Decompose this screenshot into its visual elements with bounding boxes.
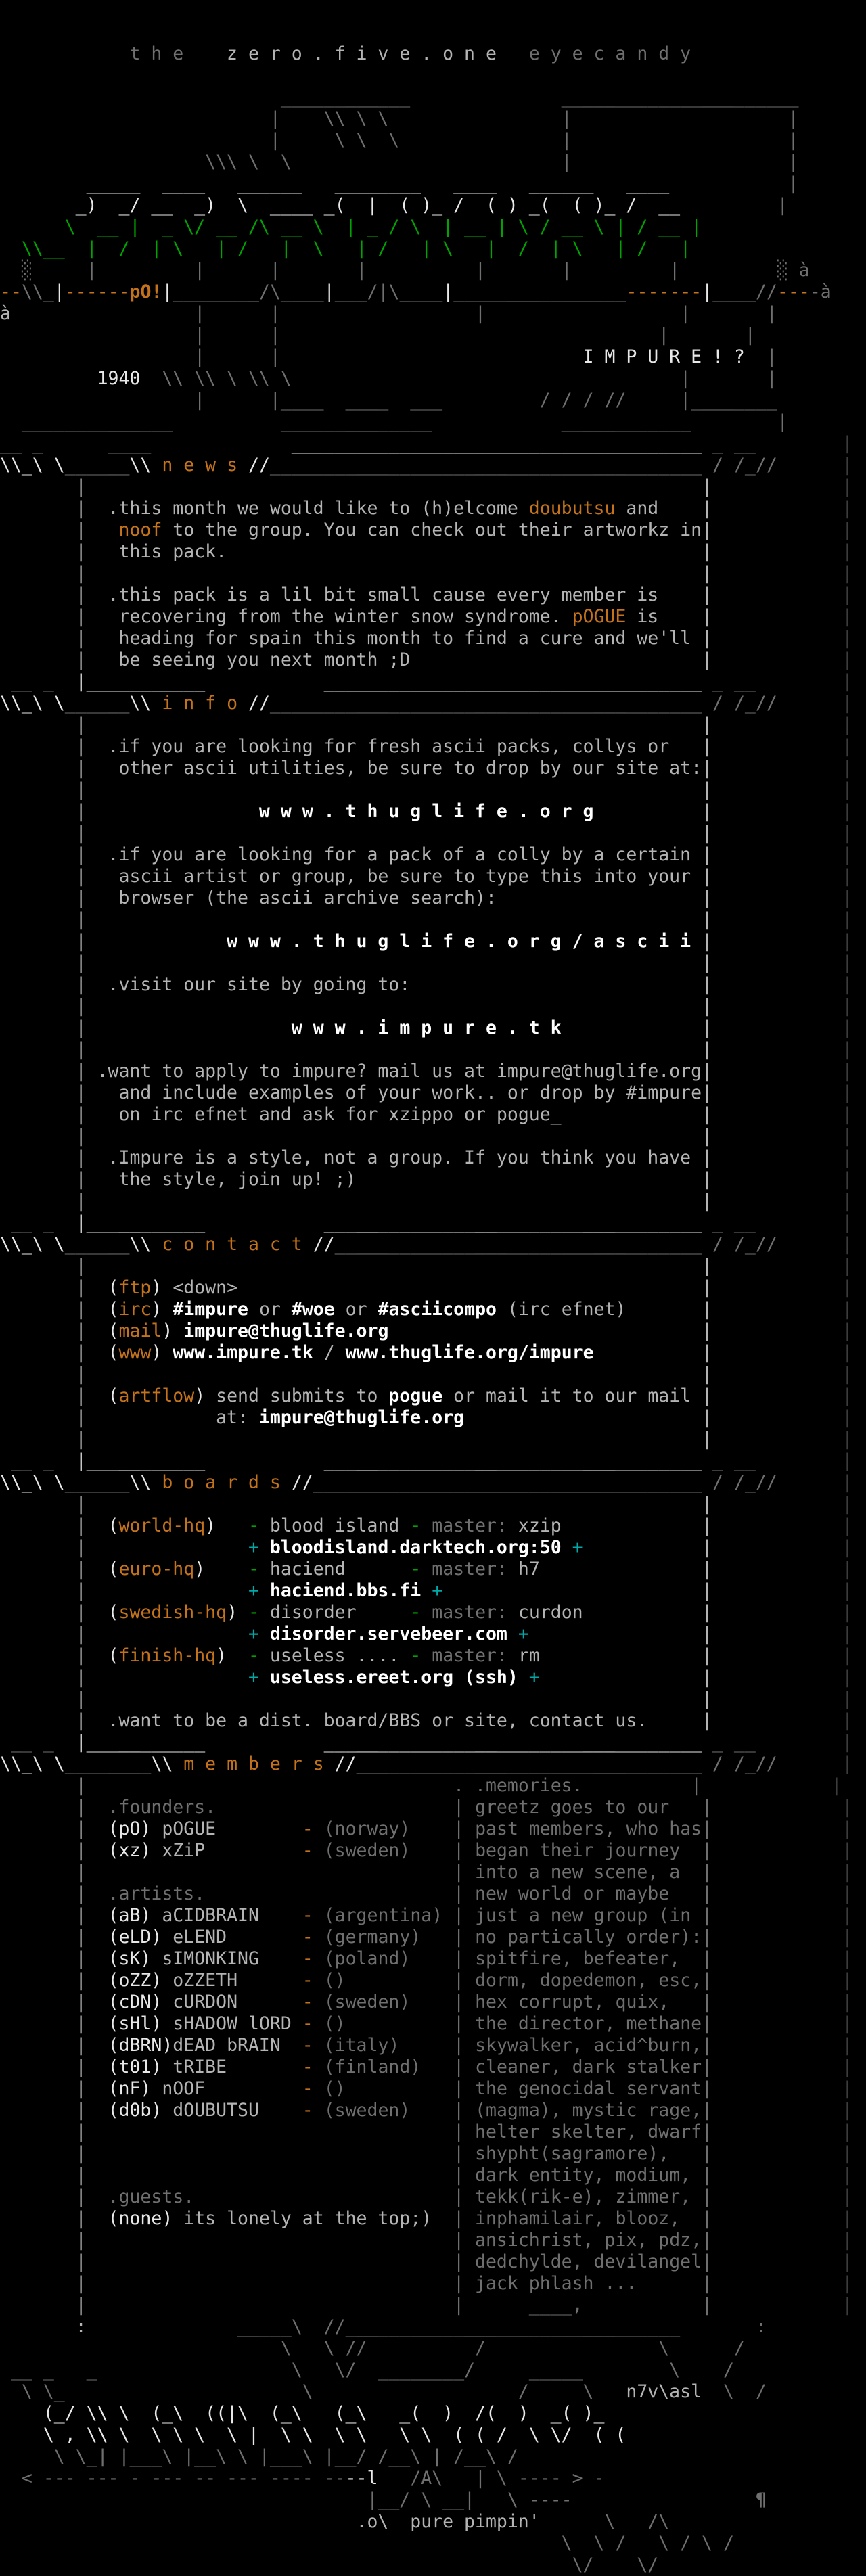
ascii-line: | (finish-hq) - useless .... - master: rm | | (0, 1645, 853, 1666)
ascii-line: | .this month we would like to (h)elcome doubutsu and | | (0, 498, 853, 519)
ascii-line: | .want to be a dist. board/BBS or site, contact us. | | (0, 1710, 853, 1731)
ascii-line: | on irc efnet and ask for xzippo or pogue_ | | (0, 1104, 853, 1125)
ascii-line: | | | (0, 1494, 853, 1515)
ascii-line: | | | (0, 952, 853, 973)
ascii-line: (_/ \\ \ (_\ ((|\ (_\ (_\ _( ) /( ) _( )_ (0, 2403, 605, 2424)
ascii-line: | .if you are looking for a pack of a colly by a certain | | (0, 844, 853, 865)
ascii-line: | (sHl) sHADOW lORD - () | the director, methane| | (0, 2013, 853, 2034)
ascii-line: | (swedish-hq) - disorder - master: curdon | | (0, 1602, 853, 1623)
ascii-line: | (mail) impure@thuglife.org | | (0, 1320, 853, 1341)
ascii-line: | ascii artist or group, be sure to type this into your | | (0, 866, 853, 887)
ascii-line: ░ | | | | | | | ░ à (0, 260, 810, 281)
ascii-line: | | dedchylde, devilangel| | (0, 2251, 853, 2272)
ascii-line: | this pack. | | (0, 541, 853, 562)
ascii-line: | | | (0, 823, 853, 844)
ascii-line: \\\ \ \ | | (0, 152, 799, 172)
ascii-line (0, 0, 866, 22)
ascii-line: \\_\ \______\\ b o a r d s //____________________________________ / /_// | (0, 1472, 853, 1493)
ascii-line: | (none) its lonely at the top;) | inphamilair, blooz, | | (0, 2208, 853, 2229)
ascii-line: | (pO) pOGUE - (norway) | past members, who has| | (0, 1818, 853, 1839)
ascii-line: | | | | (0, 325, 756, 346)
ascii-line: ______________ ______________ ____________ | (0, 411, 788, 432)
ascii-line: \\_\ \______\\ i n f o //________________________________________ / /_// | (0, 693, 853, 714)
ascii-line: | | | (0, 563, 853, 584)
ascii-line: .o\ pure pimpin' \ /\ (0, 2511, 670, 2532)
ascii-line: | (xz) xZiP - (sweden) | began their journey | | (0, 1840, 853, 1861)
ascii-line: | .Impure is a style, not a group. If you think you have | | (0, 1147, 853, 1168)
ascii-line: | | I M P U R E ! ? | (0, 346, 777, 367)
ascii-line: | .visit our site by going to: | | (0, 974, 853, 995)
ascii-line: à | | | | | (0, 303, 777, 324)
ascii-line: | w w w . i m p u r e . t k | | (0, 1017, 853, 1038)
ascii-line: | (d0b) dOUBUTSU - (sweden) | (magma), mystic rage,| | (0, 2100, 853, 2121)
ascii-line: | (euro-hq) - haciend - master: h7 | | (0, 1559, 853, 1580)
ascii-line: | |____ ____ ___ / / / // |________ (0, 390, 777, 411)
ascii-line: | w w w . t h u g l i f e . o r g | | (0, 801, 853, 822)
ascii-line: --\\_|------pO!|________/\____|___/|\____|________________-------|____//----à (0, 281, 831, 302)
ascii-line: | | into a new scene, a | | (0, 1862, 853, 1883)
ascii-line: 1940 \\ \\ \ \\ \ | | (0, 368, 777, 389)
ascii-line: | .guests. | tekk(rik-e), zimmer, | | (0, 2186, 853, 2207)
ascii-line: | + bloodisland.darktech.org:50 + | | (0, 1537, 853, 1558)
ascii-line: | | shypht(sagramore), | | (0, 2143, 853, 2164)
ascii-line: | | | (0, 1429, 853, 1450)
ascii-line: _) _/ __ _) \ ____ _( | ( )_ / ( ) _( ( )_ / __ | (0, 195, 788, 216)
ascii-line: | | | (0, 909, 853, 930)
ascii-line (0, 22, 866, 43)
ascii-line: | | ansichrist, pix, pdz,| | (0, 2230, 853, 2251)
ascii-line: | \\ \ \ | | (0, 108, 799, 129)
ascii-line: | w w w . t h u g l i f e . o r g / a s c i i | | (0, 931, 853, 952)
ascii-line: \ \ / \ / \ / (0, 2533, 734, 2554)
ascii-line: | .founders. | greetz goes to our | | (0, 1797, 853, 1818)
ascii-line: | .if you are looking for fresh ascii packs, collys or | | (0, 736, 853, 757)
ascii-line: | \ \ \ | | (0, 130, 799, 151)
ascii-line: | (t01) tRIBE - (finland) | cleaner, dark stalker| | (0, 2056, 853, 2077)
ascii-line: : _____\ //_______________________________ : (0, 2316, 767, 2337)
ascii-line: | (cDN) cURDON - (sweden) | hex corrupt, quix, | | (0, 1992, 853, 2013)
ascii-line: | | helter skelter, dwarf| | (0, 2121, 853, 2142)
ascii-line: | | | (0, 1256, 853, 1276)
ascii-line: | (nF) nOOF - () | the genocidal servant| | (0, 2078, 853, 2099)
ascii-line: | | | (0, 1191, 853, 1212)
ascii-line: | .this pack is a lil bit small cause every member is | | (0, 584, 853, 605)
ascii-line: |__/ \ __| \ ---- ¶ (0, 2489, 767, 2510)
ascii-line: | heading for spain this month to find a cure and we'll | | (0, 628, 853, 649)
ascii-line: | and include examples of your work.. or drop by #impure| | (0, 1082, 853, 1103)
ascii-line: | (aB) aCIDBRAIN - (argentina) | just a new group (in | | (0, 1905, 853, 1926)
ascii-line: | the style, join up! ;) | | (0, 1169, 853, 1190)
ascii-line: | + useless.ereet.org (ssh) + | | (0, 1667, 853, 1688)
ascii-line: | (dBRN)dEAD bRAIN - (italy) | skywalker, acid^burn,| | (0, 2035, 853, 2056)
ascii-line: | (eLD) eLEND - (germany) | no partically order):| | (0, 1927, 853, 1948)
ascii-line: < --- --- - --- -- --- ---- ----l /A\ | \ ---- > - (0, 2468, 605, 2489)
ascii-line: | | jack phlash ... | | (0, 2273, 853, 2294)
ascii-line: | | | (0, 1039, 853, 1060)
ascii-line: _____ ____ ______ ________ ____ ______ ____ | (0, 173, 799, 194)
ascii-line: | browser (the ascii archive search): | | (0, 888, 853, 908)
ascii-line: | | | (0, 996, 853, 1017)
ascii-line: \ \_| |___\ |__\ \ |___\ |__/ /__\ | /__\ / (0, 2446, 518, 2467)
ascii-line: __ _ |___________ ___________________________________ _ __ | (0, 671, 853, 692)
ascii-line: \ __ | _ \/ __ /\ __ \ | _ / \ | __ | \ / __ \ | / __ | (0, 216, 702, 237)
ascii-line: | | | (0, 476, 853, 497)
ascii-line: t h e z e r o . f i v e . o n e e y e c a n d y (0, 43, 691, 64)
ascii-line: \ , \\ \ \ \ \ \ | \ \ \ \ \ \ ( ( / \ \/ ( ( (0, 2424, 626, 2445)
ascii-line: __ _ |___________ ___________________________________ _ __ | (0, 1732, 853, 1753)
ascii-line: | + disorder.servebeer.com + | | (0, 1624, 853, 1644)
ascii-line: | .want to apply to impure? mail us at impure@thuglife.org| | (0, 1061, 853, 1082)
ascii-line: | | | (0, 1126, 853, 1147)
ascii-line: | (ftp) <down> | | (0, 1277, 853, 1298)
ascii-line: \/ \/ (0, 2554, 659, 2575)
ascii-line: | (oZZ) oZZETH - () | dorm, dopedemon, esc,| | (0, 1970, 853, 1991)
ascii-line: | (artflow) send submits to pogue or mail it to our mail | | (0, 1385, 853, 1406)
ascii-line: | (www) www.impure.tk / www.thuglife.org/impure | | (0, 1342, 853, 1363)
ascii-line: | other ascii utilities, be sure to drop by our site at:| | (0, 758, 853, 779)
ascii-line: \\__ | / | \ | / | \ | / | \ | / | \ | / | (0, 238, 691, 259)
ascii-line (0, 65, 866, 87)
ascii-line: | .artists. | new world or maybe | | (0, 1883, 853, 1904)
ascii-line: | | | (0, 1688, 853, 1709)
ascii-line: __ _ |___________ ___________________________________ _ __ | (0, 1212, 853, 1233)
ascii-line: | | | (0, 714, 853, 735)
ascii-line: | + haciend.bbs.fi + | | (0, 1580, 853, 1601)
ascii-line: | at: impure@thuglife.org | | (0, 1407, 853, 1428)
ascii-line: | | | (0, 779, 853, 800)
ascii-line: | be seeing you next month ;D | | (0, 649, 853, 670)
ascii-line: | | dark entity, modium, | | (0, 2165, 853, 2186)
ascii-line: | | ____, | | (0, 2295, 853, 2316)
ascii-line: __ _ |___________ ___________________________________ _ __ | (0, 1450, 853, 1471)
ascii-line: | | | (0, 1364, 853, 1385)
ascii-line: \ \ // / \ / (0, 2338, 745, 2359)
ascii-line: | noof to the group. You can check out their artworkz in| | (0, 520, 853, 540)
ascii-line: | (world-hq) - blood island - master: xzip | | (0, 1515, 853, 1536)
ascii-line: | (irc) #impure or #woe or #asciicompo (irc efnet) | | (0, 1299, 853, 1320)
ascii-line: __ _ _ \ \/ ________/ _____ \ / (0, 2360, 734, 2380)
ascii-line: | (sK) sIMONKING - (poland) | spitfire, befeater, | | (0, 1948, 853, 1969)
ascii-line: | . .memories. | | (0, 1775, 842, 1796)
ascii-line: | recovering from the winter snow syndrome. pOGUE is | | (0, 606, 853, 627)
ascii-line: \\_\ \________\\ m e m b e r s //________________________________ / /_// | (0, 1753, 853, 1774)
ascii-line: \\_\ \______\\ n e w s //________________________________________ / /_// | (0, 455, 853, 476)
ascii-line: ____________ ______________________ (0, 87, 799, 108)
ascii-line: \ \_ \ / \ n7v\asl \ / (0, 2381, 767, 2402)
ascii-line: \\_\ \______\\ c o n t a c t //__________________________________ / /_// | (0, 1234, 853, 1255)
ascii-line: __ _ ____ ______________________________________ _ __ | (0, 433, 853, 454)
